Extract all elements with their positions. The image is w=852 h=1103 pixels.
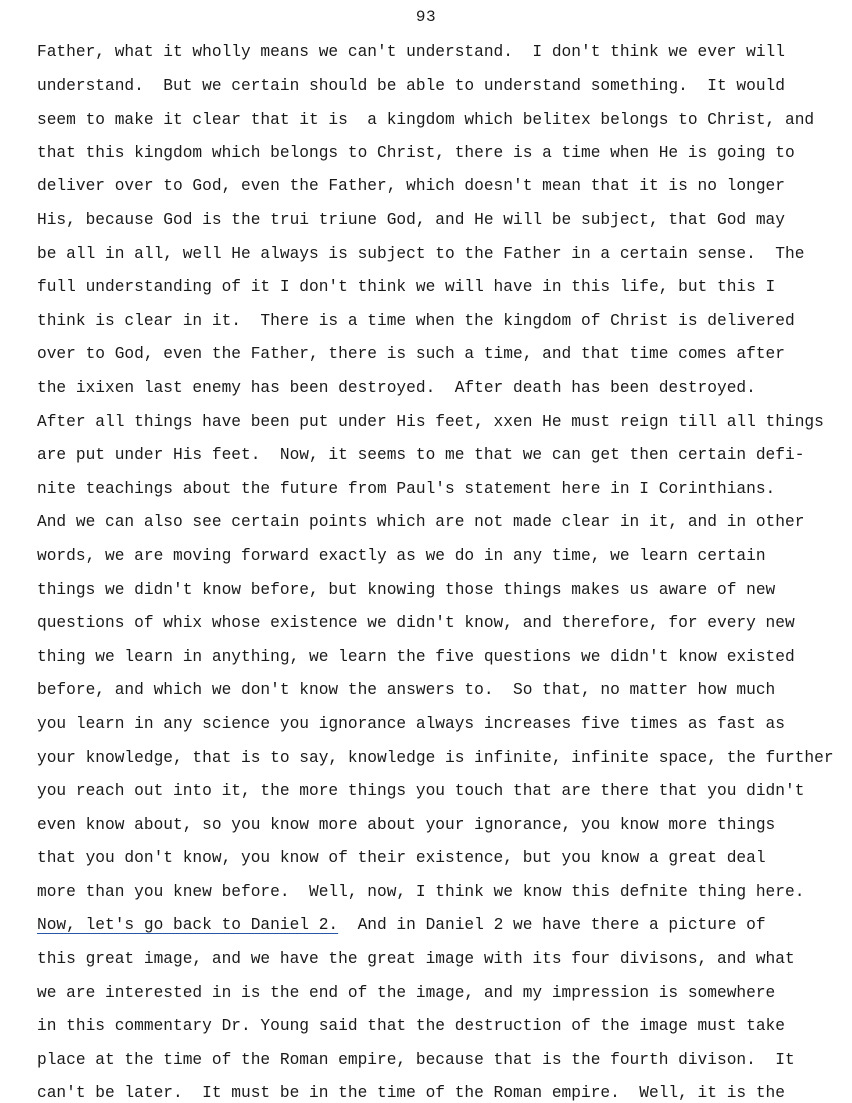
text-line: this great image, and we have the great image with its four divisons, and what: [37, 950, 795, 968]
text-line: even know about, so you know more about your ignorance, you know more things: [37, 816, 776, 834]
text-line: His, because God is the trui triune God, and He will be subject, that God may: [37, 211, 785, 229]
text-line: that this kingdom which belongs to Christ, there is a time when He is going to: [37, 144, 795, 162]
text-line: be all in all, well He always is subject to the Father in a certain sense. The: [37, 245, 805, 263]
text-line: After all things have been put under His feet, xxen He must reign till all things: [37, 413, 824, 431]
text-line: you learn in any science you ignorance always increases five times as fast as: [37, 715, 785, 733]
text-line: in this commentary Dr. Young said that the destruction of the image must take: [37, 1017, 785, 1035]
text-line-remainder: And in Daniel 2 we have there a picture of: [338, 916, 766, 934]
text-line: that you don't know, you know of their existence, but you know a great deal: [37, 849, 766, 867]
text-line: think is clear in it. There is a time when the kingdom of Christ is delivered: [37, 312, 795, 330]
text-line: thing we learn in anything, we learn the five questions we didn't know existed: [37, 648, 795, 666]
text-line: words, we are moving forward exactly as we do in any time, we learn certain: [37, 547, 766, 565]
text-line: deliver over to God, even the Father, which doesn't mean that it is no longer: [37, 177, 785, 195]
text-line: over to God, even the Father, there is such a time, and that time comes after: [37, 345, 785, 363]
text-line: Father, what it wholly means we can't understand. I don't think we ever will: [37, 43, 785, 61]
text-line: you reach out into it, the more things you touch that are there that you didn't: [37, 782, 805, 800]
text-line: are put under His feet. Now, it seems to me that we can get then certain defi-: [37, 446, 805, 464]
text-line: before, and which we don't know the answers to. So that, no matter how much: [37, 681, 776, 699]
text-line: understand. But we certain should be able to understand something. It would: [37, 77, 785, 95]
text-line: nite teachings about the future from Paul's statement here in I Corinthians.: [37, 480, 776, 498]
text-line: And we can also see certain points which are not made clear in it, and in other: [37, 513, 805, 531]
text-line: questions of whix whose existence we didn't know, and therefore, for every new: [37, 614, 795, 632]
text-line: the ixixen last enemy has been destroyed. After death has been destroyed.: [37, 379, 756, 397]
text-line: seem to make it clear that it is a kingdom which belitex belongs to Christ, and: [37, 111, 815, 129]
text-line-daniel: [37, 915, 766, 935]
page-number: 93: [415, 8, 437, 26]
text-line: your knowledge, that is to say, knowledge is infinite, infinite space, the further: [37, 749, 834, 767]
text-line: things we didn't know before, but knowing those things makes us aware of new: [37, 581, 776, 599]
text-line: place at the time of the Roman empire, because that is the fourth divison. It: [37, 1051, 795, 1069]
text-line: can't be later. It must be in the time of the Roman empire. Well, it is the: [37, 1084, 785, 1102]
handwritten-underline-phrase: Now, let's go back to Daniel 2.: [37, 916, 339, 934]
text-line: full understanding of it I don't think we will have in this life, but this I: [37, 278, 776, 296]
text-line: more than you knew before. Well, now, I think we know this defnite thing here.: [37, 883, 805, 901]
text-line: we are interested in is the end of the image, and my impression is somewhere: [37, 984, 776, 1002]
